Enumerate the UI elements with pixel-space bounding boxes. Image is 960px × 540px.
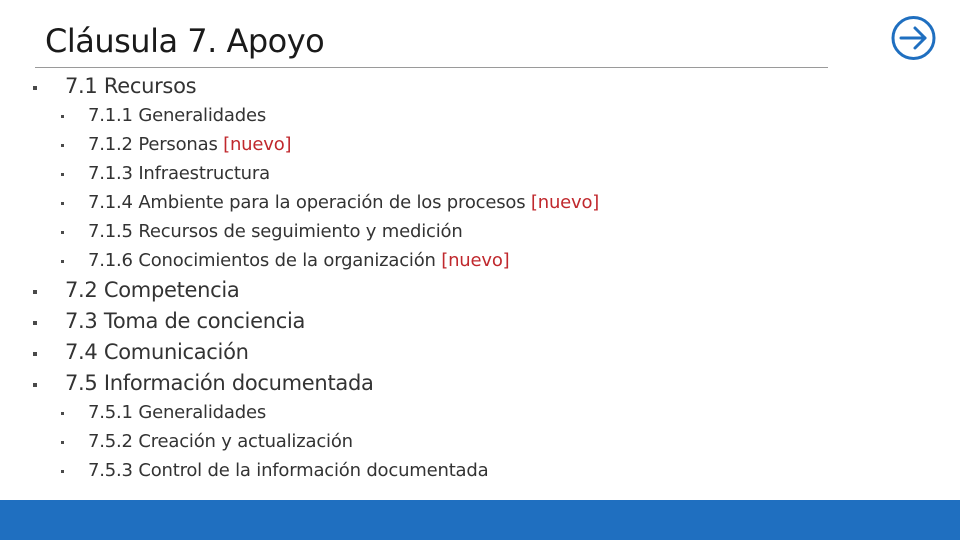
bullet-text: 7.2 Competencia — [65, 278, 240, 302]
bullet-marker — [61, 231, 64, 234]
bullet-text: 7.4 Comunicación — [65, 340, 249, 364]
bullet-item-level2 — [88, 460, 488, 481]
bullet-marker — [61, 260, 64, 263]
bullet-text: 7.3 Toma de conciencia — [65, 309, 306, 333]
bullet-text: 7.1.2 Personas — [88, 134, 224, 155]
bullet-item-level1 — [65, 340, 249, 364]
bullet-text: 7.1 Recursos — [65, 74, 197, 98]
bullet-item-level2 — [88, 192, 599, 213]
bullet-item-level2 — [88, 163, 270, 184]
new-tag: [nuevo] — [441, 250, 510, 271]
bullet-marker — [33, 86, 37, 90]
new-tag: [nuevo] — [223, 134, 292, 155]
bullet-text: 7.5.2 Creación y actualización — [88, 431, 353, 452]
bullet-item-level2 — [88, 221, 463, 242]
bullet-item-level2 — [88, 402, 266, 423]
bullet-text: 7.1.1 Generalidades — [88, 105, 266, 126]
bullet-marker — [33, 290, 37, 294]
bullet-marker — [61, 144, 64, 147]
bullet-text: 7.1.4 Ambiente para la operación de los procesos — [88, 192, 531, 213]
bullet-marker — [61, 412, 64, 415]
bullet-marker — [61, 115, 64, 118]
bullet-marker — [61, 202, 64, 205]
bullet-text: 7.5 Información documentada — [65, 371, 374, 395]
bullet-text: 7.1.5 Recursos de seguimiento y medición — [88, 221, 463, 242]
bullet-marker — [33, 321, 37, 325]
bullet-item-level1 — [65, 74, 196, 98]
bullet-item-level2 — [88, 250, 509, 271]
bullet-item-level2 — [88, 431, 353, 452]
bullet-item-level2 — [88, 134, 291, 155]
new-tag: [nuevo] — [530, 192, 600, 213]
slide-title: Cláusula 7. Apoyo — [45, 22, 325, 60]
bullet-marker — [61, 470, 64, 473]
bullet-item-level2 — [88, 105, 266, 126]
bullet-text: 7.5.3 Control de la información documentada — [88, 460, 489, 481]
bullet-marker — [33, 383, 37, 387]
bullet-item-level1 — [65, 278, 240, 302]
bullet-marker — [61, 173, 64, 176]
bullet-text: 7.1.3 Infraestructura — [88, 163, 270, 184]
footer-bar — [0, 500, 960, 540]
bullet-item-level1 — [65, 371, 374, 395]
bullet-text: 7.1.6 Conocimientos de la organización — [88, 250, 442, 271]
bullet-item-level1 — [65, 309, 305, 333]
bullet-marker — [33, 352, 37, 356]
bullet-marker — [61, 441, 64, 444]
bullet-text: 7.5.1 Generalidades — [88, 402, 266, 423]
